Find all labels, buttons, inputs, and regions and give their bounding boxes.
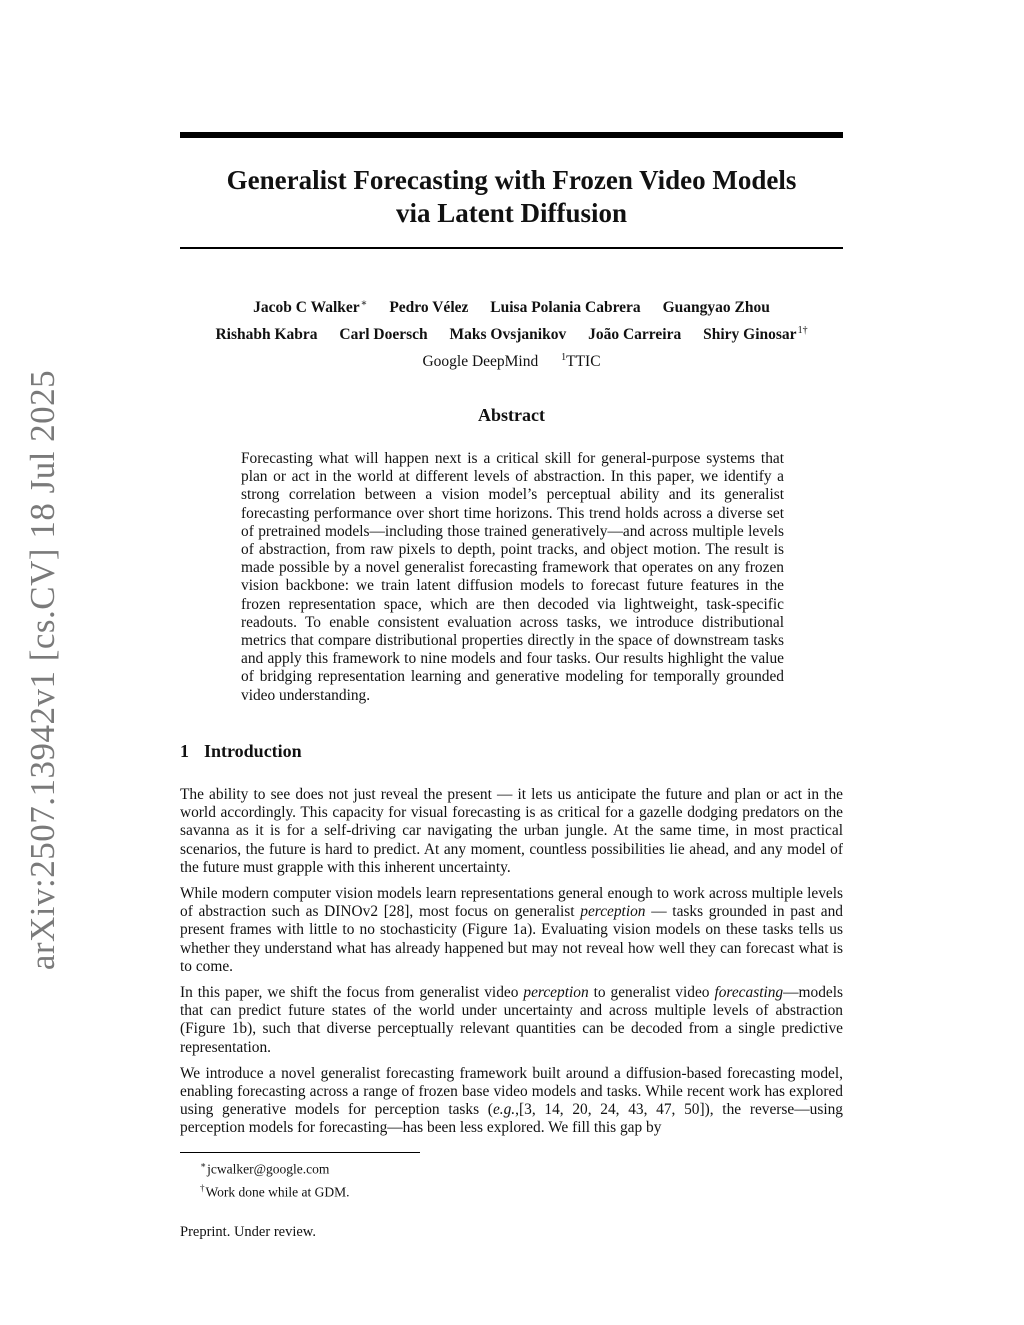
paragraph-2-emphasis: perception (580, 903, 646, 921)
paragraph-3-part-a: In this paper, we shift the focus from generalist video (180, 984, 524, 1002)
author-zhou: Guangyao Zhou (662, 299, 770, 317)
footnotes (200, 1156, 350, 1201)
affiliation-google-deepmind: Google DeepMind (422, 353, 539, 371)
paragraph-4-part-a: We introduce a novel generalist forecasting framework built around a diffusion-based forecasting model, enabling forecasting across a range of frozen base video models and tasks. While recent work has explored using generative models for perception tasks ( (180, 1064, 843, 1119)
author-kabra: Rishabh Kabra (215, 326, 318, 344)
paragraph-4-emphasis: e.g. (492, 1101, 516, 1119)
paragraph-2 (180, 885, 843, 976)
preprint-footer: Preprint. Under review. (180, 1224, 316, 1240)
introduction-body (180, 786, 843, 1146)
footnote-rule (180, 1152, 420, 1153)
footnote-email-mark: ∗ (200, 1160, 207, 1170)
section-title: Introduction (204, 741, 302, 761)
paragraph-3-part-c: —models that can predict future states of the world under uncertainty and across multiple levels of abstraction (Figure 1b), such that diverse perceptually relevant quantities can be decoded from a single predictive representation. (180, 984, 843, 1056)
author-walker-mark: ∗ (360, 298, 368, 309)
affiliation-row (180, 346, 843, 373)
footnote-gdm-text: Work done while at GDM. (205, 1184, 350, 1199)
affiliation-ttic-mark: 1 (561, 352, 567, 364)
affiliation-ttic (560, 353, 600, 370)
paragraph-4-part-b: ,[3, 14, 20, 24, 43, 47, 50]), the reverse—using perception models for forecasting—has been less explored. We fill this gap by (180, 1101, 843, 1137)
paragraph-1: The ability to see does not just reveal the present — it lets us anticipate the future and plan or act in the world accordingly. This capacity for visual forecasting is as critical for a gazelle dodging predators on the savanna as it is for a self-driving car navigating the urban jungle. At the same time, in most practical scenarios, the future is hard to predict. At any moment, countless possibilities lie ahead, and any model of the future must grapple with this inherent uncertainty. (180, 786, 843, 876)
author-row-2 (180, 319, 843, 346)
paper-title (180, 164, 843, 230)
author-block (180, 292, 843, 373)
author-carreira: João Carreira (588, 326, 682, 344)
author-ginosar: Shiry Ginosar (703, 326, 797, 344)
author-row-1 (180, 292, 843, 319)
paragraph-2-part-a: While modern computer vision models learn representations general enough to work across multiple levels of abstraction such as DINOv2 [28], most focus on generalist (180, 885, 843, 921)
title-bottom-rule (180, 247, 843, 249)
footnote-email (200, 1156, 350, 1179)
arxiv-identifier (18, 369, 68, 971)
paragraph-4 (180, 1065, 843, 1138)
author-velez: Pedro Vélez (389, 299, 469, 317)
footnote-gdm-mark: † (200, 1182, 205, 1193)
abstract-text: Forecasting what will happen next is a critical skill for general-purpose systems that plan or act in the world at different levels of abstraction. In this paper, we identify a strong correlation between a vision model’s perceptual ability and its generalist forecasting performance over short time horizons. This trend holds across a diverse set of pretrained models—including those trained generatively—and across multiple levels of abstraction, from raw pixels to depth, point tracks, and object motion. The result is made possible by a novel generalist forecasting framework that operates on any frozen vision backbone: we train latent diffusion models to forecast future features in the frozen representation space, which are then decoded via lightweight, task-specific readouts. To enable consistent evaluation across tasks, we introduce distributional metrics that compare distributional properties directly in the space of downstream tasks and apply this framework to nine models and four tasks. Our results highlight the value of bridging representation learning and generative modeling for temporally grounded video understanding. (241, 450, 784, 704)
affiliation-ttic-name: TTIC (566, 353, 601, 371)
paragraph-3 (180, 984, 843, 1057)
author-cabrera: Luisa Polania Cabrera (490, 299, 641, 317)
author-doersch: Carl Doersch (339, 326, 428, 344)
abstract-heading: Abstract (478, 405, 545, 425)
author-name (253, 299, 367, 316)
title-line-1: Generalist Forecasting with Frozen Video Models (226, 165, 797, 195)
author-ginosar-mark: 1† (797, 325, 808, 337)
author-name (703, 326, 807, 343)
paragraph-3-part-b: to generalist video (588, 984, 715, 1002)
section-heading-introduction (180, 741, 302, 762)
paragraph-3-emphasis-2: forecasting (714, 984, 784, 1002)
title-line-2: via Latent Diffusion (395, 198, 628, 228)
paragraph-2-part-b: — tasks grounded in past and present frames with little to no stochasticity (Figure 1a). Evaluating vision models on these tasks tells us whether they understand what has already happened but may not reveal how well they can forecast what is to come. (180, 903, 844, 975)
paragraph-3-emphasis-1: perception (523, 984, 589, 1002)
footnote-gdm (200, 1179, 350, 1202)
author-ovsjanikov: Maks Ovsjanikov (449, 326, 567, 344)
author-walker: Jacob C Walker (253, 299, 360, 317)
title-top-rule (180, 132, 843, 138)
section-number: 1 (180, 741, 189, 761)
arxiv-identifier-text: arXiv:2507.13942v1 [cs.CV] 18 Jul 2025 (23, 369, 62, 971)
footnote-email-text: jcwalker@google.com (207, 1161, 330, 1177)
